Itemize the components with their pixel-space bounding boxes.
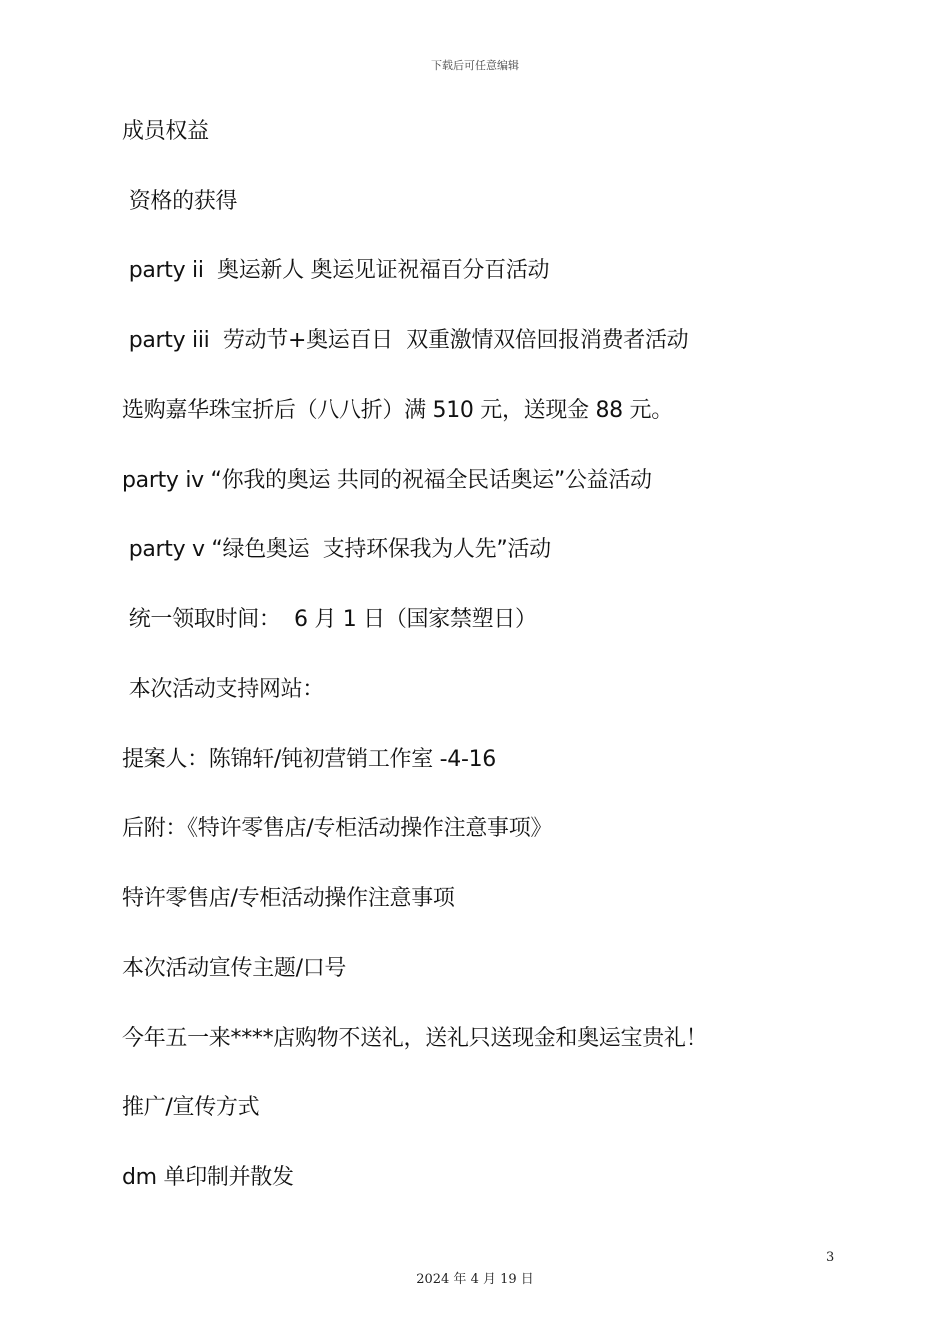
text-line: party iv “你我的奥运 共同的祝福全民话奥运”公益活动: [122, 468, 652, 493]
text-line: party ii 奥运新人 奥运见证祝福百分百活动: [122, 258, 550, 283]
footer-date: 2024 年 4 月 19 日: [416, 1272, 534, 1287]
text-line: 后附：《特许零售店/专柜活动操作注意事项》: [122, 816, 553, 841]
text-line: party iii 劳动节+奥运百日 双重激情双倍回报消费者活动: [122, 328, 689, 353]
text-line: 资格的获得: [122, 189, 238, 214]
text-line: dm 单印制并散发: [122, 1165, 294, 1190]
text-line: 选购嘉华珠宝折后（八八折）满 510 元，送现金 88 元。: [122, 398, 673, 423]
text-line: 推广/宣传方式: [122, 1095, 260, 1120]
text-line: 本次活动宣传主题/口号: [122, 956, 347, 981]
text-line: 本次活动支持网站：: [122, 677, 324, 702]
text-line: 提案人：陈锦轩/钝初营销工作室 -4-16: [122, 747, 496, 772]
text-line: 特许零售店/专柜活动操作注意事项: [122, 886, 455, 911]
header-note: 下载后可任意编辑: [431, 59, 519, 72]
text-line: 统一领取时间： 6 月 1 日（国家禁塑日）: [122, 607, 537, 632]
text-line: 成员权益: [122, 119, 209, 144]
page-number: 3: [826, 1250, 835, 1265]
text-line: party v “绿色奥运 支持环保我为人先”活动: [122, 537, 551, 562]
text-line: 今年五一来****店购物不送礼，送礼只送现金和奥运宝贵礼！: [122, 1026, 708, 1051]
